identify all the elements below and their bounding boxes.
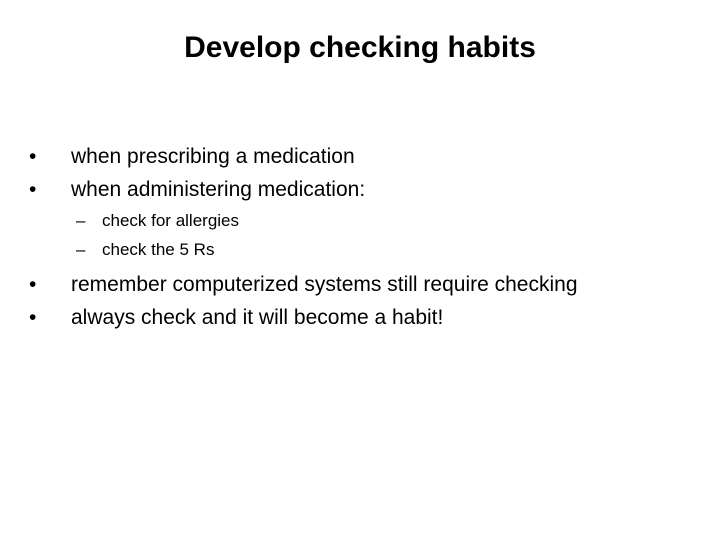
slide-title: Develop checking habits [184, 31, 536, 64]
bullet-text: when prescribing a medication [71, 145, 355, 168]
bullet-text: when administering medication: [71, 178, 366, 201]
bullet-item [28, 144, 355, 170]
sub-bullet-marker: – [76, 211, 86, 230]
bullet-text: always check and it will become a habit! [71, 306, 444, 329]
sub-bullet-marker: – [76, 240, 86, 259]
sub-bullet-text: check for allergies [102, 211, 240, 230]
sub-bullet-item [76, 239, 214, 261]
sub-bullet-text: check the 5 Rs [102, 240, 215, 259]
bullet-marker: • [29, 145, 37, 168]
bullet-item [28, 177, 365, 203]
sub-bullet-item [76, 210, 239, 232]
bullet-text: remember computerized systems still require checking [71, 273, 578, 296]
bullet-marker: • [29, 306, 37, 329]
bullet-item [28, 272, 578, 298]
bullet-marker: • [29, 178, 37, 201]
bullet-item [28, 305, 443, 331]
bullet-marker: • [29, 273, 37, 296]
